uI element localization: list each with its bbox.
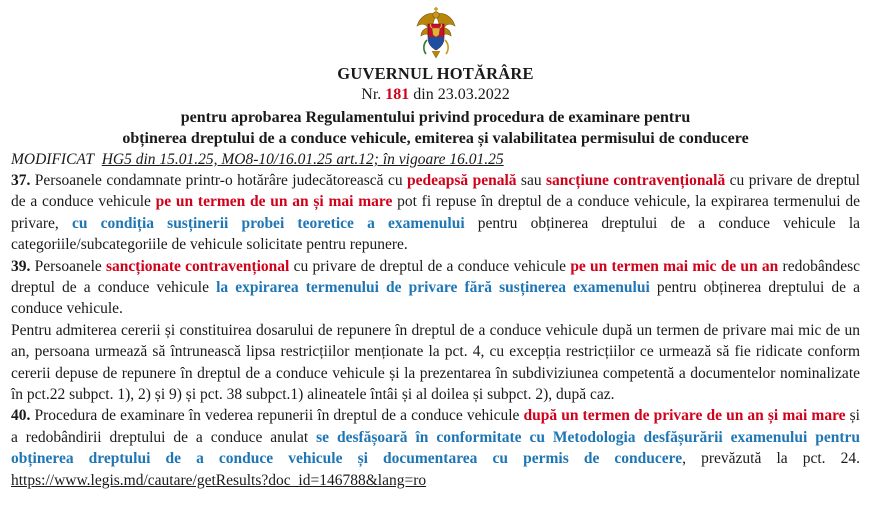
modified-label: MODIFICAT bbox=[11, 151, 94, 168]
article-39-text: Persoanele bbox=[30, 257, 107, 275]
article-37-text: cu privare de dreptul de a conduce vehicule bbox=[11, 172, 860, 211]
modification-reference: HG5 din 15.01.25, MO8-10/16.01.25 art.12; în vigoare 16.01.25 bbox=[101, 151, 504, 168]
article-40 bbox=[11, 405, 860, 491]
moldova-coat-of-arms-icon bbox=[414, 6, 458, 60]
highlight-red: după un termen de privare de un an și mai mare bbox=[523, 407, 846, 425]
highlight-red: pedeapsă penală bbox=[407, 172, 517, 189]
modification-note bbox=[11, 149, 860, 170]
article-40-text: și a redobândirii dreptului de a conduce anulat bbox=[11, 407, 860, 446]
article-39-number: 39. bbox=[11, 257, 31, 275]
decision-title-line-2: obținerea dreptului de a conduce vehicule, emiterea și valabilitatea permisului de conducere bbox=[122, 130, 749, 147]
highlight-red: sancționate contravențional bbox=[106, 257, 290, 275]
article-39-paragraph-2: Pentru admiterea cererii și constituirea dosarului de repunere în dreptul de a conduce vehicule după un termen de privare mai mic de un an, persoana urmează să întrunească lipsa restricțiilor menționate la pct. 4, cu excepția restricțiilor ce urmează să fie ridicate conform cererii depuse de repunere în dreptul de a conduce vehicule și la prezentarea în subdiviziunea competentă a documentelor nominalizate în pct.22 subpct. 1), 2) și 9) și pct. 38 subpct.1) alineatele întâi și al doilea și subpct. 2), după caz. bbox=[11, 321, 860, 404]
highlight-red: pe un termen de un an și mai mare bbox=[155, 193, 393, 211]
article-39 bbox=[11, 256, 860, 320]
decision-number-line bbox=[11, 84, 860, 105]
number-prefix: Nr. bbox=[361, 86, 382, 103]
article-37-text: pot fi repuse în dreptul de a conduce vehicule, la expirarea termenului de privare, bbox=[11, 193, 860, 232]
article-40-number: 40. bbox=[11, 407, 31, 425]
article-37-text: pentru obținerea dreptului de a conduce vehicule la categoriile/subcategoriile de vehicule solicitate pentru repunere. bbox=[11, 214, 861, 254]
highlight-red: pe un termen mai mic de un an bbox=[570, 257, 779, 275]
article-39-text: cu privare de dreptul de a conduce vehicule bbox=[289, 257, 571, 275]
government-decision-heading: GUVERNUL HOTĂRÂRE bbox=[337, 64, 534, 83]
highlight-red: sancțiune contravențională bbox=[546, 172, 726, 189]
highlight-blue: la expirarea termenului de privare fără susținerea examenului bbox=[216, 279, 650, 297]
decision-date: din 23.03.2022 bbox=[413, 86, 510, 103]
article-37-text: Persoanele condamnate printr-o hotărâre judecătorească cu bbox=[30, 172, 407, 189]
decision-number: 181 bbox=[385, 86, 410, 103]
highlight-blue: cu condiția susținerii probei teoretice a examenului bbox=[71, 214, 465, 232]
article-37-number: 37. bbox=[11, 172, 31, 189]
article-37-text: sau bbox=[516, 172, 547, 189]
article-37 bbox=[11, 170, 860, 256]
highlight-blue: se desfășoară în conformitate cu Metodologia desfășurării examenului pentru obținerea dreptului de a conduce vehicule și documentarea cu permis de conducere bbox=[11, 428, 860, 468]
article-40-text: , prevăzută la pct. 24. bbox=[682, 450, 860, 468]
decision-title-line-1: pentru aprobarea Regulamentului privind procedura de examinare pentru bbox=[180, 109, 691, 126]
article-40-text: Procedura de examinare în vederea repunerii în dreptul de a conduce vehicule bbox=[30, 407, 524, 425]
legis-link[interactable]: https://www.legis.md/cautare/getResults?doc_id=146788&lang=ro bbox=[11, 471, 427, 489]
article-39-text: pentru obținerea dreptului de a conduce vehicule. bbox=[11, 279, 861, 318]
article-39-text: redobândesc dreptul de a conduce vehicule bbox=[11, 257, 861, 297]
